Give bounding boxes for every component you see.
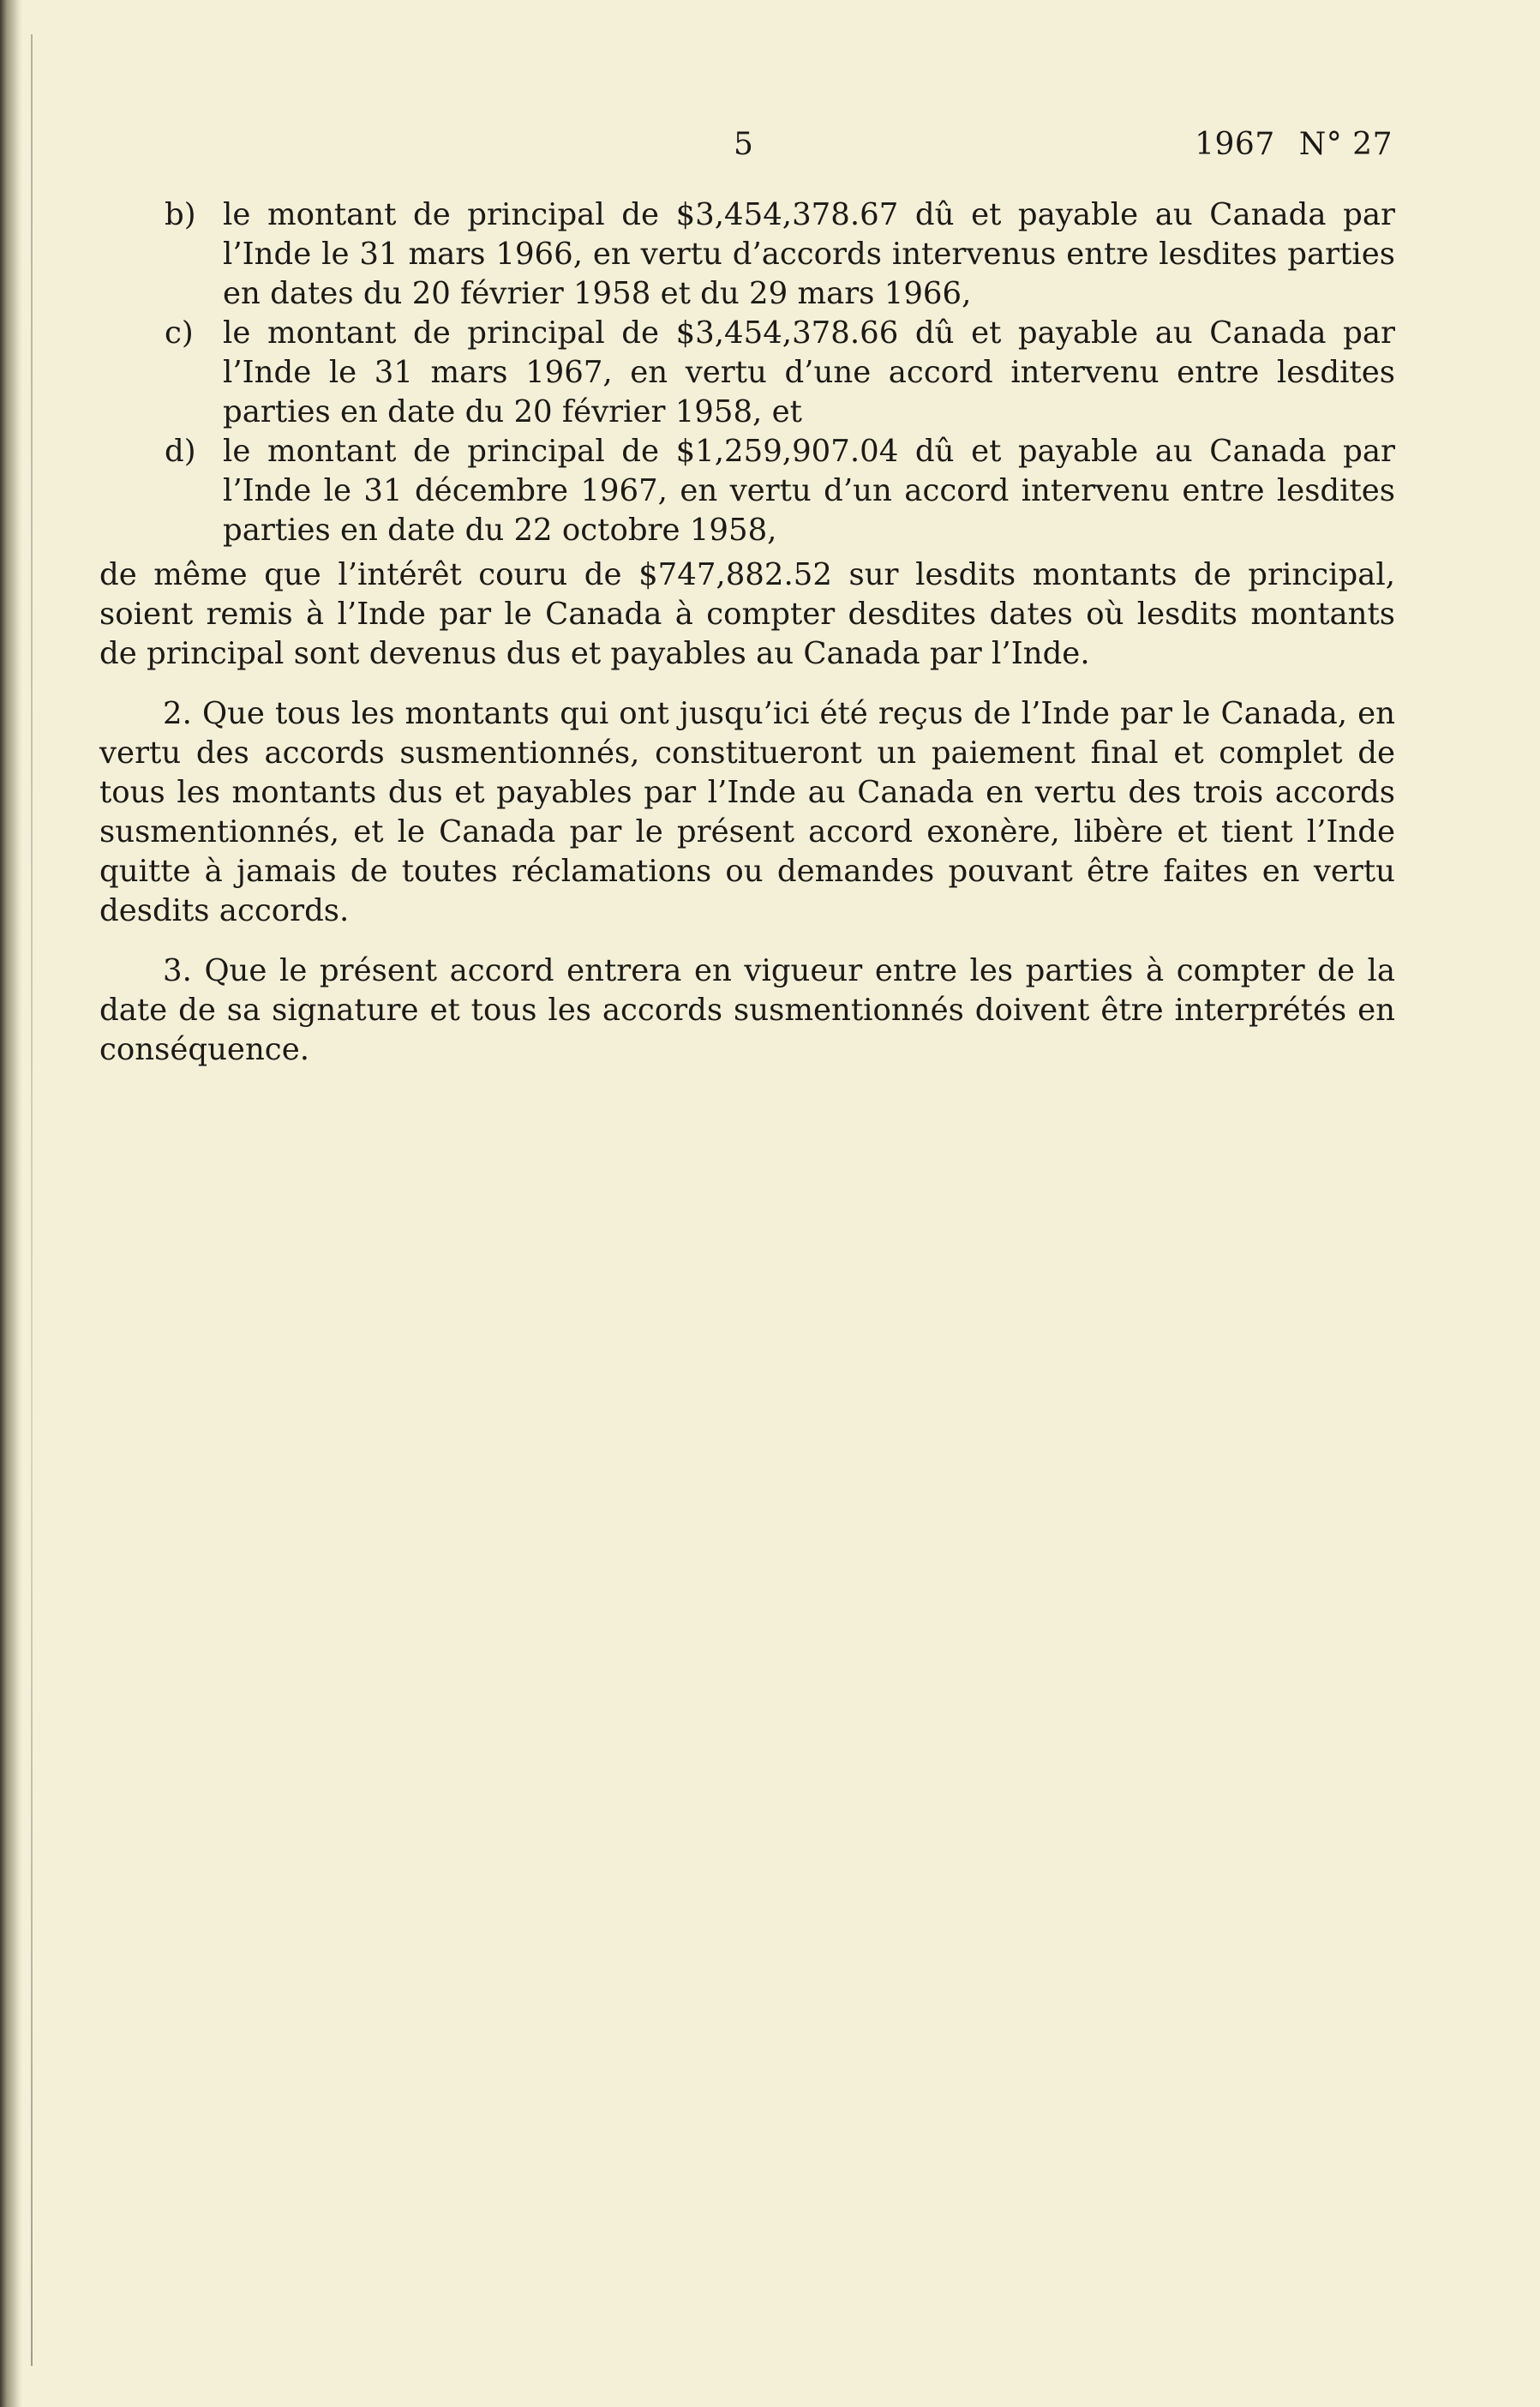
- document-number: N° 27: [1298, 127, 1393, 162]
- list-item-c: [99, 314, 1395, 432]
- list-item-label: c): [165, 315, 194, 351]
- binding-gutter: [31, 34, 33, 2366]
- page-number: 5: [734, 127, 754, 162]
- list-item-text: le montant de principal de $3,454,378.67 dû et payable au Canada par l’Inde le 31 mars 1966, en vertu d’accords intervenus entre lesdites parties en dates du 20 février 1958 et du 29 mars 1966,: [223, 197, 1395, 311]
- page-edge-shadow: [0, 0, 22, 2407]
- list-item-d: [99, 432, 1395, 550]
- paragraph-2: 2. Que tous les montants qui ont jusqu’ici été reçus de l’Inde par le Canada, en vertu des accords susmentionnés, constitueront un paiement final et complet de tous les montants dus et payables par l’Inde au Canada en vertu des trois accords susmentionnés, et le Canada par le présent accord exonère, libère et tient l’Inde quitte à jamais de toutes réclamations ou demandes pouvant être faites en vertu desdits accords.: [99, 696, 1395, 928]
- list-item-label: d): [165, 434, 196, 469]
- document-reference: [1171, 127, 1393, 162]
- continuation-paragraph: de même que l’intérêt couru de $747,882.52 sur lesdits montants de principal, soient remis à l’Inde par le Canada à compter desdites dates où lesdits montants de principal sont devenus dus et payables au Canada par l’Inde.: [99, 557, 1395, 671]
- document-body: [99, 195, 1395, 1070]
- list-item-text: le montant de principal de $3,454,378.66 dû et payable au Canada par l’Inde le 31 mars 1967, en vertu d’une accord intervenu entre lesdites parties en date du 20 février 1958, et: [223, 315, 1395, 429]
- list-item-text: le montant de principal de $1,259,907.04 dû et payable au Canada par l’Inde le 31 décembre 1967, en vertu d’un accord intervenu entre lesdites parties en date du 22 octobre 1958,: [223, 434, 1395, 548]
- list-item-b: [99, 195, 1395, 314]
- list-item-label: b): [165, 197, 196, 232]
- document-year: 1967: [1195, 127, 1275, 162]
- paragraph-3: 3. Que le présent accord entrera en vigueur entre les parties à compter de la date de sa signature et tous les accords susmentionnés doivent être interprétés en conséquence.: [99, 953, 1395, 1067]
